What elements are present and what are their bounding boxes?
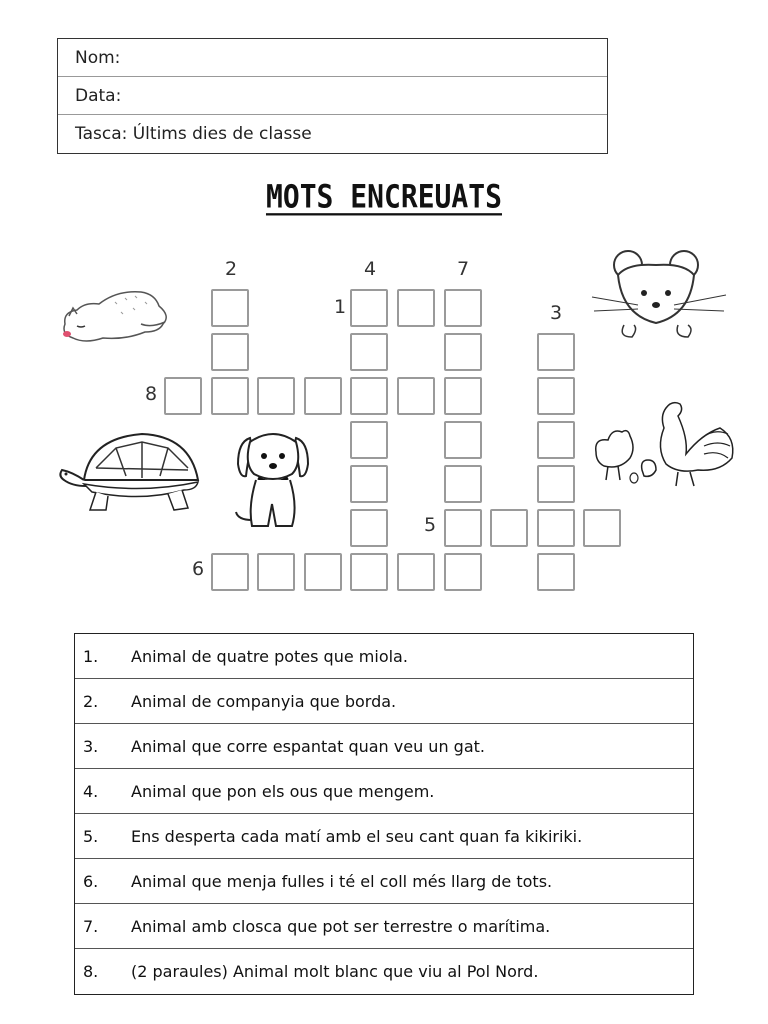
crossword-cell[interactable] xyxy=(444,465,482,503)
crossword-cell[interactable] xyxy=(257,377,295,415)
crossword-cell[interactable] xyxy=(350,553,388,591)
crossword-cell[interactable] xyxy=(444,377,482,415)
crossword-cell[interactable] xyxy=(537,377,575,415)
crossword-cell[interactable] xyxy=(211,553,249,591)
clue-number: 2. xyxy=(83,691,99,711)
name-field[interactable] xyxy=(58,39,607,77)
crossword-cell[interactable] xyxy=(211,333,249,371)
clue-text: Animal de quatre potes que miola. xyxy=(131,646,408,666)
date-field[interactable] xyxy=(58,77,607,115)
tortoise-illustration xyxy=(56,428,206,518)
crossword-cell[interactable] xyxy=(350,509,388,547)
clue-row xyxy=(75,859,693,904)
crossword-cell[interactable] xyxy=(397,377,435,415)
mouse-illustration xyxy=(588,245,730,345)
crossword-cell[interactable] xyxy=(444,509,482,547)
clue-number-8: 8 xyxy=(144,383,158,405)
crossword-cell[interactable] xyxy=(304,553,342,591)
crossword-cell[interactable] xyxy=(304,377,342,415)
crossword-cell[interactable] xyxy=(537,465,575,503)
crossword-cell[interactable] xyxy=(211,289,249,327)
crossword-cell[interactable] xyxy=(350,377,388,415)
clue-row xyxy=(75,679,693,724)
clue-row xyxy=(75,814,693,859)
clue-row xyxy=(75,724,693,769)
crossword-cell[interactable] xyxy=(350,333,388,371)
clue-number: 6. xyxy=(83,871,99,891)
dog-illustration xyxy=(232,428,314,532)
clue-number: 1. xyxy=(83,646,99,666)
crossword-cell[interactable] xyxy=(350,289,388,327)
clue-text: (2 paraules) Animal molt blanc que viu al Pol Nord. xyxy=(131,962,539,981)
clue-number: 8. xyxy=(83,962,99,981)
crossword-cell[interactable] xyxy=(350,465,388,503)
clue-number: 7. xyxy=(83,916,99,936)
clue-number-1: 1 xyxy=(333,296,347,318)
clue-number: 4. xyxy=(83,781,99,801)
crossword-cell[interactable] xyxy=(583,509,621,547)
date-label: Data: xyxy=(75,85,122,106)
clue-text: Animal amb closca que pot ser terrestre o marítima. xyxy=(131,916,551,936)
clue-number-5: 5 xyxy=(423,514,437,536)
task-field xyxy=(58,115,607,153)
crossword-cell[interactable] xyxy=(537,553,575,591)
crossword-cell[interactable] xyxy=(397,289,435,327)
chickens-and-rooster-illustration xyxy=(590,398,738,490)
clue-row xyxy=(75,904,693,949)
polar-bear-illustration xyxy=(55,282,175,352)
clue-text: Animal de companyia que borda. xyxy=(131,691,397,711)
clue-number-6: 6 xyxy=(191,558,205,580)
clue-text: Ens desperta cada matí amb el seu cant quan fa kikiriki. xyxy=(131,826,583,846)
crossword-cell[interactable] xyxy=(397,553,435,591)
crossword-cell[interactable] xyxy=(350,421,388,459)
crossword-cell[interactable] xyxy=(444,289,482,327)
crossword-cell[interactable] xyxy=(490,509,528,547)
crossword-cell[interactable] xyxy=(211,377,249,415)
task-label: Tasca: Últims dies de classe xyxy=(75,124,312,144)
name-label: Nom: xyxy=(75,47,121,68)
crossword-cell[interactable] xyxy=(257,553,295,591)
clue-number-2: 2 xyxy=(224,258,238,280)
crossword-cell[interactable] xyxy=(444,421,482,459)
clue-number-7: 7 xyxy=(456,258,470,280)
clue-number: 5. xyxy=(83,826,99,846)
clue-text: Animal que pon els ous que mengem. xyxy=(131,781,435,801)
clue-number-4: 4 xyxy=(363,258,377,280)
crossword-cell[interactable] xyxy=(444,553,482,591)
clues-table xyxy=(74,633,694,995)
crossword-cell[interactable] xyxy=(537,509,575,547)
student-info-box xyxy=(57,38,608,154)
crossword-cell[interactable] xyxy=(537,333,575,371)
clue-number: 3. xyxy=(83,736,99,756)
crossword-cell[interactable] xyxy=(444,333,482,371)
crossword-cell[interactable] xyxy=(164,377,202,415)
crossword-cell[interactable] xyxy=(537,421,575,459)
clue-row xyxy=(75,769,693,814)
clue-text: Animal que corre espantat quan veu un gat. xyxy=(131,736,485,756)
clue-row xyxy=(75,949,693,994)
clue-row xyxy=(75,634,693,679)
page-title: MOTS ENCREUATS xyxy=(265,177,502,216)
clue-number-3: 3 xyxy=(549,302,563,324)
clue-text: Animal que menja fulles i té el coll més llarg de tots. xyxy=(131,871,553,891)
